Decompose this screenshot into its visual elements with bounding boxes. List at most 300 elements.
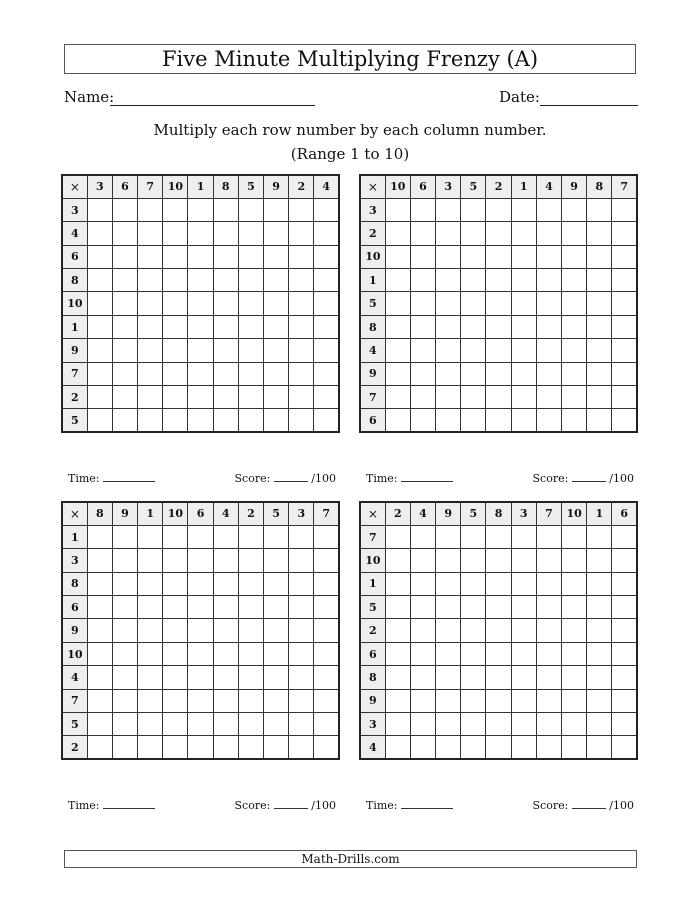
- answer-cell[interactable]: [163, 572, 188, 595]
- answer-cell[interactable]: [587, 315, 612, 338]
- answer-cell[interactable]: [511, 549, 536, 572]
- answer-cell[interactable]: [536, 572, 561, 595]
- answer-cell[interactable]: [511, 572, 536, 595]
- answer-cell[interactable]: [511, 245, 536, 268]
- answer-cell[interactable]: [536, 642, 561, 665]
- answer-cell[interactable]: [410, 549, 435, 572]
- answer-cell[interactable]: [163, 315, 188, 338]
- answer-cell[interactable]: [289, 689, 314, 712]
- answer-cell[interactable]: [461, 619, 486, 642]
- answer-cell[interactable]: [87, 549, 112, 572]
- answer-cell[interactable]: [436, 245, 461, 268]
- answer-cell[interactable]: [314, 245, 339, 268]
- answer-cell[interactable]: [112, 549, 137, 572]
- answer-cell[interactable]: [461, 245, 486, 268]
- answer-cell[interactable]: [461, 339, 486, 362]
- answer-cell[interactable]: [213, 525, 238, 548]
- answer-cell[interactable]: [138, 245, 163, 268]
- answer-cell[interactable]: [486, 198, 511, 221]
- answer-cell[interactable]: [436, 386, 461, 409]
- answer-cell[interactable]: [385, 339, 410, 362]
- answer-cell[interactable]: [138, 339, 163, 362]
- answer-cell[interactable]: [436, 642, 461, 665]
- answer-cell[interactable]: [314, 269, 339, 292]
- answer-cell[interactable]: [436, 666, 461, 689]
- answer-cell[interactable]: [385, 269, 410, 292]
- answer-cell[interactable]: [213, 339, 238, 362]
- answer-cell[interactable]: [112, 339, 137, 362]
- answer-cell[interactable]: [163, 666, 188, 689]
- answer-cell[interactable]: [562, 689, 587, 712]
- answer-cell[interactable]: [138, 222, 163, 245]
- answer-cell[interactable]: [511, 269, 536, 292]
- answer-cell[interactable]: [436, 549, 461, 572]
- answer-cell[interactable]: [314, 339, 339, 362]
- answer-cell[interactable]: [486, 292, 511, 315]
- answer-cell[interactable]: [238, 525, 263, 548]
- answer-cell[interactable]: [163, 292, 188, 315]
- answer-cell[interactable]: [486, 525, 511, 548]
- answer-cell[interactable]: [163, 642, 188, 665]
- answer-cell[interactable]: [562, 736, 587, 759]
- answer-cell[interactable]: [264, 362, 289, 385]
- answer-cell[interactable]: [511, 198, 536, 221]
- answer-cell[interactable]: [612, 222, 637, 245]
- answer-cell[interactable]: [486, 409, 511, 432]
- answer-cell[interactable]: [436, 736, 461, 759]
- answer-cell[interactable]: [511, 315, 536, 338]
- answer-cell[interactable]: [486, 386, 511, 409]
- answer-cell[interactable]: [385, 572, 410, 595]
- answer-cell[interactable]: [461, 713, 486, 736]
- answer-cell[interactable]: [612, 525, 637, 548]
- answer-cell[interactable]: [213, 666, 238, 689]
- answer-cell[interactable]: [138, 666, 163, 689]
- answer-cell[interactable]: [536, 339, 561, 362]
- answer-cell[interactable]: [289, 315, 314, 338]
- answer-cell[interactable]: [612, 619, 637, 642]
- answer-cell[interactable]: [511, 362, 536, 385]
- answer-cell[interactable]: [238, 386, 263, 409]
- answer-cell[interactable]: [486, 666, 511, 689]
- answer-cell[interactable]: [163, 362, 188, 385]
- answer-cell[interactable]: [410, 198, 435, 221]
- answer-cell[interactable]: [314, 525, 339, 548]
- answer-cell[interactable]: [188, 198, 213, 221]
- answer-cell[interactable]: [87, 572, 112, 595]
- answer-cell[interactable]: [238, 222, 263, 245]
- answer-cell[interactable]: [264, 292, 289, 315]
- answer-cell[interactable]: [436, 362, 461, 385]
- answer-cell[interactable]: [511, 642, 536, 665]
- name-field-line[interactable]: [110, 105, 315, 106]
- answer-cell[interactable]: [138, 292, 163, 315]
- answer-cell[interactable]: [385, 596, 410, 619]
- answer-cell[interactable]: [536, 386, 561, 409]
- answer-cell[interactable]: [264, 549, 289, 572]
- answer-cell[interactable]: [138, 642, 163, 665]
- answer-cell[interactable]: [410, 525, 435, 548]
- answer-cell[interactable]: [264, 315, 289, 338]
- answer-cell[interactable]: [289, 386, 314, 409]
- answer-cell[interactable]: [112, 362, 137, 385]
- answer-cell[interactable]: [213, 315, 238, 338]
- answer-cell[interactable]: [188, 315, 213, 338]
- answer-cell[interactable]: [511, 736, 536, 759]
- answer-cell[interactable]: [536, 362, 561, 385]
- answer-cell[interactable]: [536, 736, 561, 759]
- answer-cell[interactable]: [289, 642, 314, 665]
- answer-cell[interactable]: [289, 619, 314, 642]
- answer-cell[interactable]: [562, 525, 587, 548]
- answer-cell[interactable]: [536, 222, 561, 245]
- answer-cell[interactable]: [188, 642, 213, 665]
- answer-cell[interactable]: [587, 689, 612, 712]
- answer-cell[interactable]: [314, 619, 339, 642]
- answer-cell[interactable]: [238, 689, 263, 712]
- answer-cell[interactable]: [138, 572, 163, 595]
- answer-cell[interactable]: [188, 689, 213, 712]
- answer-cell[interactable]: [536, 549, 561, 572]
- answer-cell[interactable]: [612, 689, 637, 712]
- answer-cell[interactable]: [213, 596, 238, 619]
- answer-cell[interactable]: [163, 409, 188, 432]
- answer-cell[interactable]: [562, 315, 587, 338]
- answer-cell[interactable]: [213, 292, 238, 315]
- answer-cell[interactable]: [188, 619, 213, 642]
- answer-cell[interactable]: [461, 292, 486, 315]
- answer-cell[interactable]: [486, 642, 511, 665]
- answer-cell[interactable]: [112, 596, 137, 619]
- answer-cell[interactable]: [314, 596, 339, 619]
- answer-cell[interactable]: [461, 736, 486, 759]
- answer-cell[interactable]: [461, 525, 486, 548]
- answer-cell[interactable]: [461, 269, 486, 292]
- answer-cell[interactable]: [87, 315, 112, 338]
- answer-cell[interactable]: [562, 245, 587, 268]
- answer-cell[interactable]: [587, 339, 612, 362]
- answer-cell[interactable]: [314, 736, 339, 759]
- answer-cell[interactable]: [410, 269, 435, 292]
- answer-cell[interactable]: [536, 713, 561, 736]
- answer-cell[interactable]: [587, 549, 612, 572]
- answer-cell[interactable]: [264, 222, 289, 245]
- answer-cell[interactable]: [87, 642, 112, 665]
- answer-cell[interactable]: [486, 315, 511, 338]
- answer-cell[interactable]: [188, 222, 213, 245]
- answer-cell[interactable]: [587, 525, 612, 548]
- answer-cell[interactable]: [461, 315, 486, 338]
- answer-cell[interactable]: [612, 596, 637, 619]
- answer-cell[interactable]: [385, 549, 410, 572]
- answer-cell[interactable]: [188, 736, 213, 759]
- answer-cell[interactable]: [511, 689, 536, 712]
- answer-cell[interactable]: [511, 619, 536, 642]
- answer-cell[interactable]: [112, 198, 137, 221]
- answer-cell[interactable]: [238, 409, 263, 432]
- answer-cell[interactable]: [486, 362, 511, 385]
- answer-cell[interactable]: [314, 362, 339, 385]
- answer-cell[interactable]: [87, 245, 112, 268]
- answer-cell[interactable]: [587, 245, 612, 268]
- answer-cell[interactable]: [410, 245, 435, 268]
- answer-cell[interactable]: [612, 362, 637, 385]
- answer-cell[interactable]: [410, 736, 435, 759]
- answer-cell[interactable]: [289, 198, 314, 221]
- answer-cell[interactable]: [410, 642, 435, 665]
- answer-cell[interactable]: [163, 736, 188, 759]
- answer-cell[interactable]: [87, 362, 112, 385]
- answer-cell[interactable]: [587, 736, 612, 759]
- answer-cell[interactable]: [112, 269, 137, 292]
- answer-cell[interactable]: [536, 292, 561, 315]
- answer-cell[interactable]: [587, 292, 612, 315]
- answer-cell[interactable]: [385, 292, 410, 315]
- answer-cell[interactable]: [587, 386, 612, 409]
- answer-cell[interactable]: [87, 386, 112, 409]
- answer-cell[interactable]: [188, 339, 213, 362]
- answer-cell[interactable]: [587, 222, 612, 245]
- answer-cell[interactable]: [138, 198, 163, 221]
- answer-cell[interactable]: [385, 619, 410, 642]
- answer-cell[interactable]: [213, 713, 238, 736]
- answer-cell[interactable]: [612, 292, 637, 315]
- answer-cell[interactable]: [163, 339, 188, 362]
- answer-cell[interactable]: [163, 689, 188, 712]
- answer-cell[interactable]: [112, 713, 137, 736]
- answer-cell[interactable]: [587, 642, 612, 665]
- answer-cell[interactable]: [612, 409, 637, 432]
- answer-cell[interactable]: [436, 713, 461, 736]
- time-field[interactable]: [68, 798, 155, 812]
- answer-cell[interactable]: [87, 689, 112, 712]
- answer-cell[interactable]: [385, 386, 410, 409]
- answer-cell[interactable]: [138, 362, 163, 385]
- answer-cell[interactable]: [410, 362, 435, 385]
- answer-cell[interactable]: [87, 619, 112, 642]
- answer-cell[interactable]: [587, 666, 612, 689]
- answer-cell[interactable]: [213, 362, 238, 385]
- answer-cell[interactable]: [289, 549, 314, 572]
- answer-cell[interactable]: [188, 666, 213, 689]
- answer-cell[interactable]: [314, 386, 339, 409]
- answer-cell[interactable]: [536, 315, 561, 338]
- answer-cell[interactable]: [536, 525, 561, 548]
- answer-cell[interactable]: [213, 222, 238, 245]
- answer-cell[interactable]: [410, 315, 435, 338]
- answer-cell[interactable]: [112, 386, 137, 409]
- answer-cell[interactable]: [410, 339, 435, 362]
- answer-cell[interactable]: [188, 362, 213, 385]
- answer-cell[interactable]: [587, 619, 612, 642]
- answer-cell[interactable]: [436, 269, 461, 292]
- answer-cell[interactable]: [112, 666, 137, 689]
- answer-cell[interactable]: [612, 642, 637, 665]
- answer-cell[interactable]: [436, 409, 461, 432]
- answer-cell[interactable]: [188, 386, 213, 409]
- answer-cell[interactable]: [188, 525, 213, 548]
- answer-cell[interactable]: [213, 269, 238, 292]
- answer-cell[interactable]: [213, 642, 238, 665]
- answer-cell[interactable]: [562, 619, 587, 642]
- answer-cell[interactable]: [562, 572, 587, 595]
- answer-cell[interactable]: [612, 666, 637, 689]
- answer-cell[interactable]: [385, 689, 410, 712]
- answer-cell[interactable]: [385, 315, 410, 338]
- answer-cell[interactable]: [511, 525, 536, 548]
- answer-cell[interactable]: [562, 339, 587, 362]
- answer-cell[interactable]: [562, 549, 587, 572]
- answer-cell[interactable]: [163, 549, 188, 572]
- answer-cell[interactable]: [289, 666, 314, 689]
- answer-cell[interactable]: [562, 666, 587, 689]
- answer-cell[interactable]: [436, 689, 461, 712]
- answer-cell[interactable]: [138, 525, 163, 548]
- answer-cell[interactable]: [461, 198, 486, 221]
- answer-cell[interactable]: [461, 666, 486, 689]
- answer-cell[interactable]: [486, 549, 511, 572]
- answer-cell[interactable]: [238, 198, 263, 221]
- answer-cell[interactable]: [314, 315, 339, 338]
- answer-cell[interactable]: [238, 666, 263, 689]
- answer-cell[interactable]: [112, 525, 137, 548]
- answer-cell[interactable]: [213, 736, 238, 759]
- answer-cell[interactable]: [536, 689, 561, 712]
- answer-cell[interactable]: [536, 198, 561, 221]
- answer-cell[interactable]: [163, 198, 188, 221]
- answer-cell[interactable]: [138, 269, 163, 292]
- answer-cell[interactable]: [511, 386, 536, 409]
- answer-cell[interactable]: [612, 198, 637, 221]
- answer-cell[interactable]: [264, 596, 289, 619]
- date-field-line[interactable]: [540, 105, 638, 106]
- answer-cell[interactable]: [314, 292, 339, 315]
- answer-cell[interactable]: [587, 572, 612, 595]
- answer-cell[interactable]: [511, 339, 536, 362]
- answer-cell[interactable]: [264, 386, 289, 409]
- answer-cell[interactable]: [264, 525, 289, 548]
- time-field[interactable]: [366, 471, 453, 485]
- answer-cell[interactable]: [213, 689, 238, 712]
- answer-cell[interactable]: [385, 245, 410, 268]
- answer-cell[interactable]: [486, 572, 511, 595]
- answer-cell[interactable]: [87, 409, 112, 432]
- answer-cell[interactable]: [486, 619, 511, 642]
- answer-cell[interactable]: [289, 572, 314, 595]
- answer-cell[interactable]: [461, 689, 486, 712]
- answer-cell[interactable]: [385, 198, 410, 221]
- answer-cell[interactable]: [410, 666, 435, 689]
- answer-cell[interactable]: [385, 362, 410, 385]
- answer-cell[interactable]: [213, 409, 238, 432]
- answer-cell[interactable]: [314, 198, 339, 221]
- answer-cell[interactable]: [511, 409, 536, 432]
- answer-cell[interactable]: [436, 572, 461, 595]
- answer-cell[interactable]: [138, 596, 163, 619]
- answer-cell[interactable]: [138, 736, 163, 759]
- answer-cell[interactable]: [264, 409, 289, 432]
- answer-cell[interactable]: [87, 198, 112, 221]
- answer-cell[interactable]: [562, 642, 587, 665]
- answer-cell[interactable]: [289, 222, 314, 245]
- answer-cell[interactable]: [436, 222, 461, 245]
- answer-cell[interactable]: [112, 572, 137, 595]
- answer-cell[interactable]: [188, 572, 213, 595]
- answer-cell[interactable]: [188, 549, 213, 572]
- answer-cell[interactable]: [612, 269, 637, 292]
- answer-cell[interactable]: [87, 339, 112, 362]
- answer-cell[interactable]: [536, 409, 561, 432]
- answer-cell[interactable]: [436, 315, 461, 338]
- answer-cell[interactable]: [536, 269, 561, 292]
- answer-cell[interactable]: [461, 596, 486, 619]
- answer-cell[interactable]: [163, 596, 188, 619]
- answer-cell[interactable]: [612, 572, 637, 595]
- answer-cell[interactable]: [410, 713, 435, 736]
- answer-cell[interactable]: [461, 642, 486, 665]
- answer-cell[interactable]: [289, 736, 314, 759]
- answer-cell[interactable]: [612, 713, 637, 736]
- answer-cell[interactable]: [461, 386, 486, 409]
- answer-cell[interactable]: [410, 292, 435, 315]
- answer-cell[interactable]: [562, 292, 587, 315]
- answer-cell[interactable]: [511, 666, 536, 689]
- answer-cell[interactable]: [410, 572, 435, 595]
- answer-cell[interactable]: [238, 315, 263, 338]
- answer-cell[interactable]: [289, 269, 314, 292]
- answer-cell[interactable]: [238, 549, 263, 572]
- answer-cell[interactable]: [314, 549, 339, 572]
- answer-cell[interactable]: [138, 386, 163, 409]
- answer-cell[interactable]: [314, 713, 339, 736]
- answer-cell[interactable]: [289, 525, 314, 548]
- answer-cell[interactable]: [587, 409, 612, 432]
- answer-cell[interactable]: [188, 292, 213, 315]
- time-field[interactable]: [68, 471, 155, 485]
- answer-cell[interactable]: [410, 619, 435, 642]
- answer-cell[interactable]: [264, 339, 289, 362]
- answer-cell[interactable]: [314, 572, 339, 595]
- answer-cell[interactable]: [163, 525, 188, 548]
- answer-cell[interactable]: [188, 713, 213, 736]
- answer-cell[interactable]: [213, 245, 238, 268]
- answer-cell[interactable]: [410, 689, 435, 712]
- answer-cell[interactable]: [87, 222, 112, 245]
- answer-cell[interactable]: [562, 362, 587, 385]
- answer-cell[interactable]: [138, 315, 163, 338]
- answer-cell[interactable]: [562, 198, 587, 221]
- answer-cell[interactable]: [385, 525, 410, 548]
- answer-cell[interactable]: [461, 572, 486, 595]
- answer-cell[interactable]: [587, 362, 612, 385]
- answer-cell[interactable]: [112, 689, 137, 712]
- answer-cell[interactable]: [587, 713, 612, 736]
- answer-cell[interactable]: [612, 245, 637, 268]
- answer-cell[interactable]: [188, 409, 213, 432]
- answer-cell[interactable]: [112, 409, 137, 432]
- answer-cell[interactable]: [213, 198, 238, 221]
- time-field[interactable]: [366, 798, 453, 812]
- answer-cell[interactable]: [289, 362, 314, 385]
- answer-cell[interactable]: [587, 269, 612, 292]
- answer-cell[interactable]: [562, 713, 587, 736]
- answer-cell[interactable]: [238, 572, 263, 595]
- answer-cell[interactable]: [314, 409, 339, 432]
- answer-cell[interactable]: [87, 525, 112, 548]
- answer-cell[interactable]: [87, 736, 112, 759]
- answer-cell[interactable]: [536, 596, 561, 619]
- answer-cell[interactable]: [410, 596, 435, 619]
